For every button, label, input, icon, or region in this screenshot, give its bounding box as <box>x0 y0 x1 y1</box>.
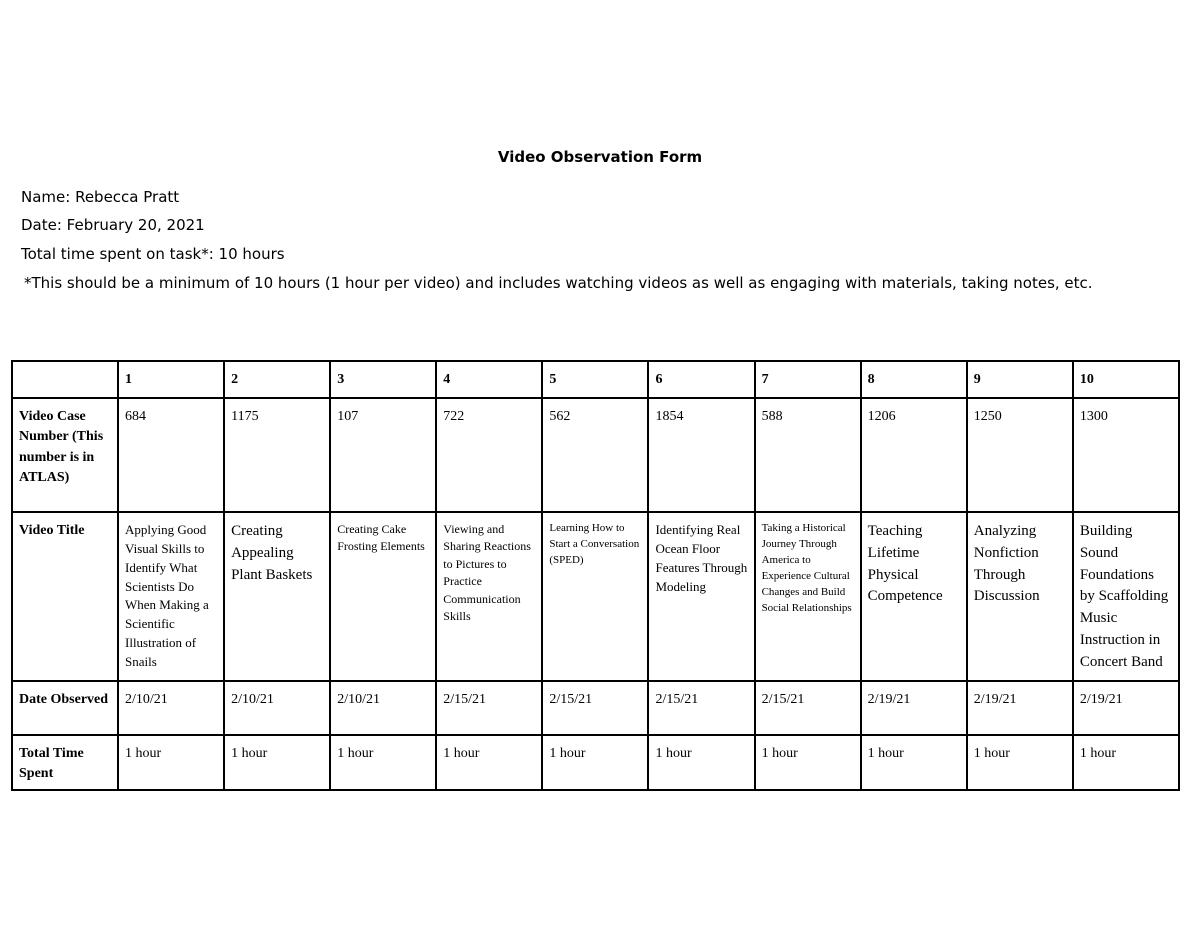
date-observed-cell: 2/19/21 <box>967 681 1073 735</box>
total-time-cell: 1 hour <box>755 735 861 790</box>
case-number-cell: 1206 <box>861 398 967 512</box>
date-observed-cell: 2/15/21 <box>542 681 648 735</box>
column-number: 8 <box>861 361 967 398</box>
case-number-cell: 722 <box>436 398 542 512</box>
date-observed-cell: 2/19/21 <box>861 681 967 735</box>
date-line: Date: February 20, 2021 <box>21 216 205 234</box>
case-number-cell: 562 <box>542 398 648 512</box>
total-time-label: Total Time Spent <box>12 735 118 790</box>
video-title-cell: Creating Cake Frosting Elements <box>330 512 436 681</box>
form-title: Video Observation Form <box>497 148 703 166</box>
date-observed-cell: 2/15/21 <box>436 681 542 735</box>
date-observed-cell: 2/10/21 <box>118 681 224 735</box>
case-number-cell: 1250 <box>967 398 1073 512</box>
total-time-cell: 1 hour <box>118 735 224 790</box>
video-title-cell: Identifying Real Ocean Floor Features Through Modeling <box>648 512 754 681</box>
date-observed-cell: 2/10/21 <box>224 681 330 735</box>
column-number: 7 <box>755 361 861 398</box>
total-time-cell: 1 hour <box>436 735 542 790</box>
case-number-cell: 1854 <box>648 398 754 512</box>
column-number: 3 <box>330 361 436 398</box>
column-number: 9 <box>967 361 1073 398</box>
case-number-cell: 684 <box>118 398 224 512</box>
case-number-cell: 107 <box>330 398 436 512</box>
total-time-cell: 1 hour <box>861 735 967 790</box>
total-time-cell: 1 hour <box>967 735 1073 790</box>
video-title-cell: Taking a Historical Journey Through America to Experience Cultural Changes and Build Social Relationships <box>755 512 861 681</box>
column-number: 5 <box>542 361 648 398</box>
total-time-cell: 1 hour <box>542 735 648 790</box>
video-title-label: Video Title <box>12 512 118 681</box>
requirement-note: *This should be a minimum of 10 hours (1 hour per video) and includes watching videos as well as engaging with materials, taking notes, etc. <box>24 274 1093 292</box>
corner-cell <box>12 361 118 398</box>
case-number-label: Video Case Number (This number is in ATLAS) <box>12 398 118 512</box>
total-time-cell: 1 hour <box>648 735 754 790</box>
total-time-cell: 1 hour <box>224 735 330 790</box>
date-observed-cell: 2/10/21 <box>330 681 436 735</box>
video-title-cell: Viewing and Sharing Reactions to Pictures to Practice Communication Skills <box>436 512 542 681</box>
column-number: 6 <box>648 361 754 398</box>
case-number-row <box>12 398 1179 512</box>
header-row <box>12 361 1179 398</box>
case-number-cell: 588 <box>755 398 861 512</box>
name-line: Name: Rebecca Pratt <box>21 188 180 206</box>
video-title-cell: Applying Good Visual Skills to Identify What Scientists Do When Making a Scientific Illustration of Snails <box>118 512 224 681</box>
column-number: 4 <box>436 361 542 398</box>
video-title-cell: Analyzing Nonfiction Through Discussion <box>967 512 1073 681</box>
total-time-line: Total time spent on task*: 10 hours <box>21 245 285 263</box>
date-observed-cell: 2/19/21 <box>1073 681 1179 735</box>
total-time-cell: 1 hour <box>1073 735 1179 790</box>
video-title-cell: Creating Appealing Plant Baskets <box>224 512 330 681</box>
column-number: 2 <box>224 361 330 398</box>
total-time-row <box>12 735 1179 790</box>
video-title-cell: Learning How to Start a Conversation (SPED) <box>542 512 648 681</box>
case-number-cell: 1300 <box>1073 398 1179 512</box>
column-number: 1 <box>118 361 224 398</box>
video-title-cell: Teaching Lifetime Physical Competence <box>861 512 967 681</box>
video-title-cell: Building Sound Foundations by Scaffolding Music Instruction in Concert Band <box>1073 512 1179 681</box>
date-observed-label: Date Observed <box>12 681 118 735</box>
date-observed-row <box>12 681 1179 735</box>
case-number-cell: 1175 <box>224 398 330 512</box>
date-observed-cell: 2/15/21 <box>755 681 861 735</box>
column-number: 10 <box>1073 361 1179 398</box>
observation-table <box>11 360 1180 791</box>
date-observed-cell: 2/15/21 <box>648 681 754 735</box>
video-title-row <box>12 512 1179 681</box>
total-time-cell: 1 hour <box>330 735 436 790</box>
